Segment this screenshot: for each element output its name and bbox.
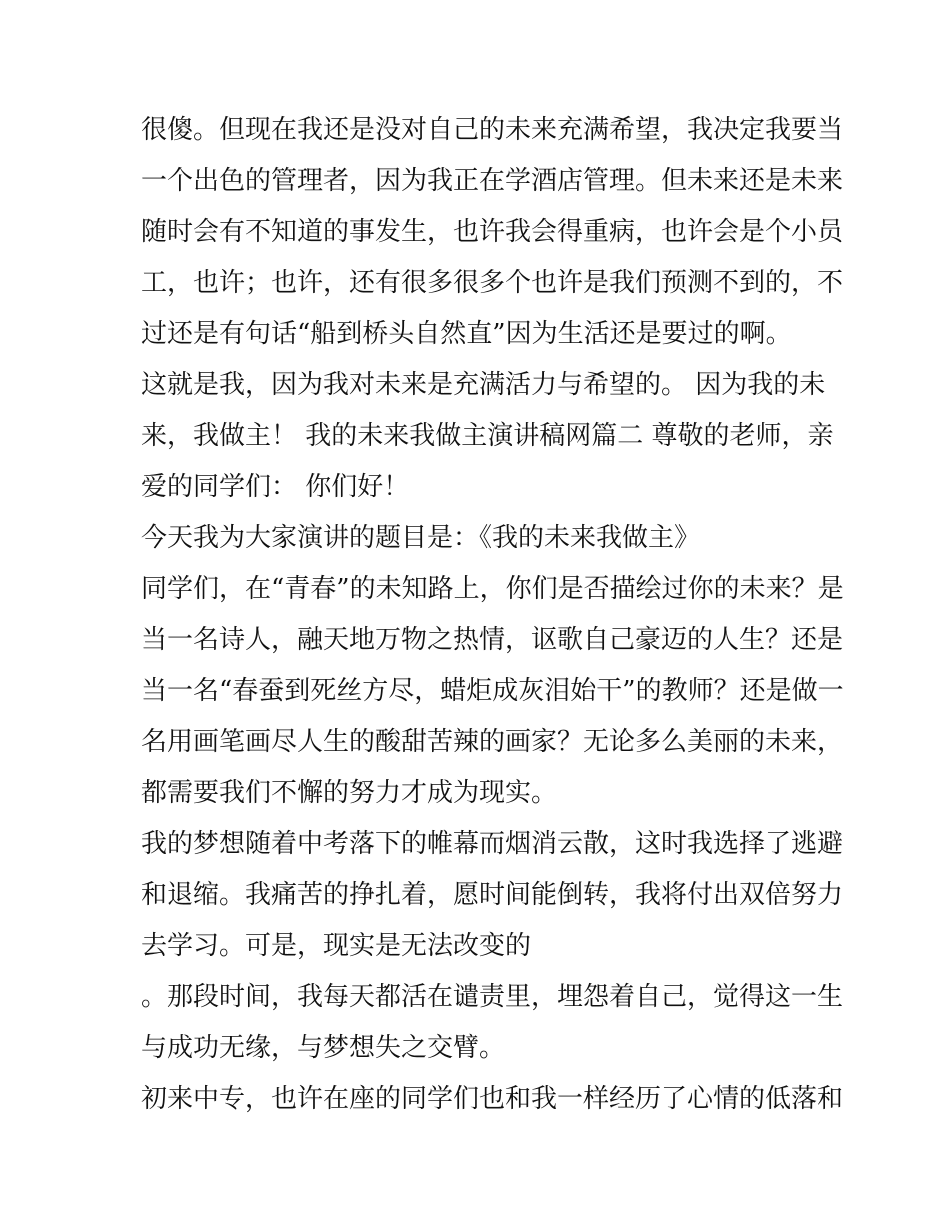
text-line: 去学习。可是，现实是无法改变的 [141, 931, 532, 961]
text-line: 爱的同学们： 你们好！ [141, 472, 410, 502]
body-text [141, 105, 844, 1125]
text-line: 初来中专，也许在座的同学们也和我一样经历了心情的低落和 [141, 1084, 844, 1114]
text-line: 我的梦想随着中考落下的帷幕而烟消云散，这时我选择了逃避 [141, 829, 844, 859]
text-line: 。那段时间，我每天都活在谴责里，埋怨着自己，觉得这一生 [141, 982, 844, 1012]
text-line: 来，我做主！ 我的未来我做主演讲稿网篇二 尊敬的老师，亲 [141, 421, 834, 451]
text-line: 很傻。但现在我还是没对自己的未来充满希望，我决定我要当 [141, 115, 844, 145]
text-line: 今天我为大家演讲的题目是：《我的未来我做主》 [141, 523, 701, 553]
text-line: 随时会有不知道的事发生，也许我会得重病，也许会是个小员 [141, 217, 844, 247]
text-line: 与成功无缘，与梦想失之交臂。 [141, 1033, 506, 1063]
text-line: 当一名诗人，融天地万物之热情，讴歌自己豪迈的人生？还是 [141, 625, 844, 655]
text-line: 同学们，在“青春”的未知路上，你们是否描绘过你的未来？是 [141, 574, 844, 604]
text-line: 一个出色的管理者，因为我正在学酒店管理。但未来还是未来 [141, 166, 844, 196]
text-line: 过还是有句话“船到桥头自然直”因为生活还是要过的啊。 [141, 319, 792, 349]
text-line: 当一名“春蚕到死丝方尽，蜡炬成灰泪始干”的教师？还是做一 [141, 676, 844, 706]
text-line: 和退缩。我痛苦的挣扎着，愿时间能倒转，我将付出双倍努力 [141, 880, 844, 910]
text-line: 工，也许；也许，还有很多很多个也许是我们预测不到的，不 [141, 268, 844, 298]
text-line: 名用画笔画尽人生的酸甜苦辣的画家？无论多么美丽的未来， [141, 727, 844, 757]
text-line: 这就是我，因为我对未来是充满活力与希望的。 因为我的未 [141, 370, 826, 400]
text-line: 都需要我们不懈的努力才成为现实。 [141, 778, 558, 808]
